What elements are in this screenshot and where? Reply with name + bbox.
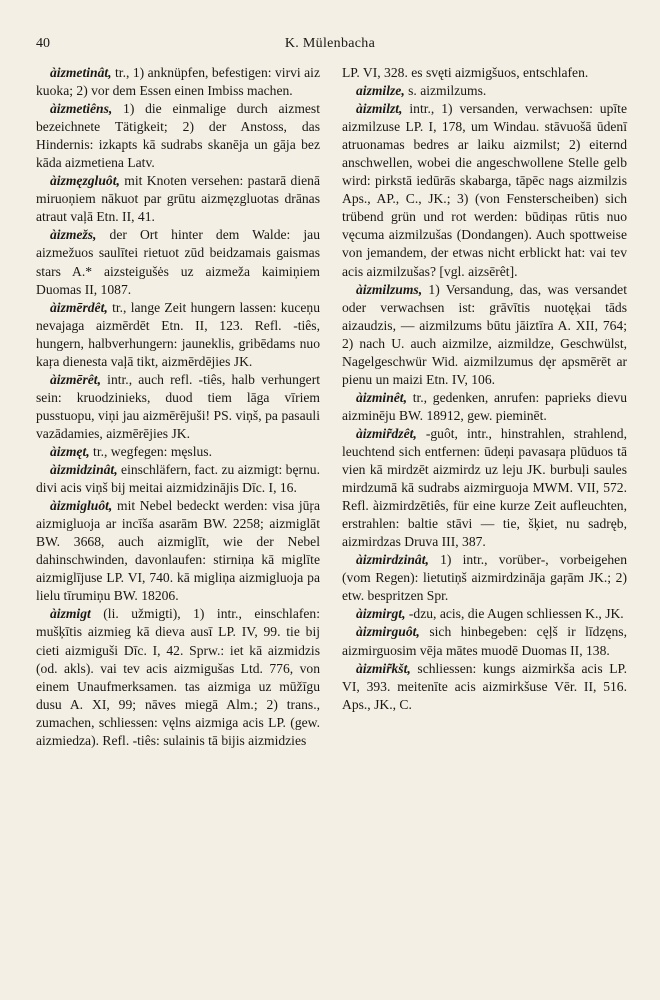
entry-definition: tr., 1) anknüpfen, befestigen: virvi aiz kuoka; 2) vor dem Essen einen Imbiss machen. [36, 65, 320, 99]
entry-definition: tr., gedenken, anrufen: paprieks dievu aizminēju BW. 18912, gew. pieminēt. [342, 389, 627, 423]
entry-headword: àizmilzt, [356, 101, 403, 117]
entry-headword: àizmidzinât, [50, 462, 118, 478]
dictionary-entry [36, 226, 320, 298]
entry-headword: àizmērêt, [50, 371, 101, 387]
entry-headword: àizmilzums, [356, 281, 423, 297]
dictionary-entry [342, 660, 627, 714]
dictionary-entry [36, 371, 320, 443]
entry-definition: s. aizmilzums. [404, 83, 487, 99]
entry-definition: 1) die einmalige durch aizmest bezeichnete Tätigkeit; 2) der Anstoss, das Hindernis: izkapts kā sudrabs skanēja un gāja bez kāda aizmetiena Latv. [36, 101, 320, 171]
dictionary-entry [342, 425, 627, 551]
entry-headword: àizmęt, [50, 443, 90, 459]
entry-headword: àizmirdzinât, [356, 552, 429, 568]
right-column [342, 64, 627, 714]
entry-definition: einschläfern, fact. zu aizmigt: bęrnu. divi acis viņš bij meitai aizmidzinājis Dīc. I, 16. [36, 462, 320, 496]
entry-headword: àizmir̃kšt, [356, 660, 411, 676]
entry-definition: (li. užmigti), 1) intr., einschlafen: mušķītis aizmieg kā dieva ausī LP. IV, 99. tie bij cieti aizmiguši Dīc. I, 42. Sprw.: iet kā aizmidzis (od. akls). vai tev acis aizmigušas Ltd. 776, von einem Unaufmerksamen. tas aizmiga uz mūžīgu dusu A. XI, 99; nāves miegā Alm.; 2) trans., zumachen, schliessen: vęlns aizmiga acis LP. (gew. aizmiedza). Refl. -tiês: sulainis tā bijis aizmidzies [36, 606, 320, 748]
entry-headword: àizmērdêt, [50, 299, 108, 315]
dictionary-entry [36, 100, 320, 172]
dictionary-entry [342, 100, 627, 280]
entry-headword: àizmežs, [50, 227, 97, 243]
dictionary-entry [342, 281, 627, 389]
entry-definition: 1) Versandung, das, was versandet oder verwachsen ist: grāvītis nuotęķai tāds aizaudzis, — aizmilzums būtu jāiztīra A. XII, 764; 2) nach U. auch aizmilze, aizmildze, Geschwülst, Nagelgeschwür Wid. aizmilzumus dęr apsmērēt ar pienu un maizi Etn. IV, 106. [342, 281, 627, 387]
dictionary-entry [342, 623, 627, 659]
entry-headword: àizmirgt, [356, 606, 406, 622]
dictionary-entry [342, 82, 627, 100]
entry-headword: àizminêt, [356, 389, 407, 405]
entry-headword: àizmęzgluôt, [50, 173, 120, 189]
entry-definition: mit Nebel bedeckt werden: visa jūŗa aizmigluoja ar incīša asarām BW. 2258; aizmiglāt BW. 3668, auch aizmiglīt, wie der Nebel dahinschwinden, davonlaufen: stirniņa kā miglīte aizmiglījuse LP. VI, 740. kā migliņa aizmigluoja pa lielu tīrumiņu BW. 18206. [36, 498, 320, 604]
dictionary-entry [36, 443, 320, 461]
entry-definition: sich hinbegeben: cęļš ir līdzęns, aizmirguosim vēja mātes muodē Duomas II, 138. [342, 624, 627, 658]
entry-headword: àizmir̃dzêt, [356, 425, 417, 441]
left-column [36, 64, 320, 750]
dictionary-entry [342, 389, 627, 425]
entry-definition: mit Knoten versehen: pastarā dienā miruoņiem nākuot par grūtu aizmęzgluotas drānas atraut vaļā Etn. II, 41. [36, 173, 320, 225]
running-head: K. Mülenbacha [284, 36, 376, 51]
page-header [36, 36, 624, 58]
entry-definition: der Ort hinter dem Walde: jau aizmežuos saulītei rietuot zūd beidzamais gaismas stars A.* aizsteigušės uz aizmeža kaimiņiem Duomas II, 1087. [36, 227, 320, 297]
entry-definition: tr., lange Zeit hungern lassen: kuceņu nevajaga aizmērdēt Etn. II, 123. Refl. -tiês, hungern, halbverhungern: jauneklis, gribēdams nuo kaŗa dienesta vaļā tikt, aizmērdējies JK. [36, 299, 320, 369]
entry-definition: intr., 1) versanden, verwachsen: upīte aizmilzuse LP. I, 178, um Windau. stāvuošā ūdenī atruonamas bedres ar laiku aizmilst; 2) eiternd anschwellen, wobei die angeschwollene Stelle gelb wird: pirkstā iedūrās skabarga, tāpēc nags aizmilzis Aps., AP., C., JK.; 3) (von Fensterscheiben) sich trübend grün und rot werden: būdiņas rūtis nuo vęcuma aizmilzušas (Dondangen). Auch spottweise von jemandem, der etwas nicht erblickt hat: vai tev acis aizmilzušas? [vgl. aizsērêt]. [342, 101, 627, 279]
dictionary-entry [36, 64, 320, 100]
entry-headword: aizmilze, [356, 83, 405, 99]
entry-definition: tr., wegfegen: męslus. [89, 443, 212, 459]
dictionary-entry [36, 605, 320, 749]
dictionary-entry [36, 299, 320, 371]
dictionary-entry [342, 605, 627, 623]
dictionary-entry [342, 64, 627, 82]
entry-definition: LP. VI, 328. es svęti aizmigšuos, entschlafen. [342, 65, 589, 80]
entry-definition: intr., auch refl. -tiês, halb verhungert sein: kruodzinieks, duod tiem lāga vīriem pusstuopu, viņi jau aizmērējuši! PS. viņš, pa pasauli vazādamies, aizmērējies JK. [36, 371, 320, 441]
entry-definition: -dzu, acis, die Augen schliessen K., JK. [405, 606, 624, 622]
entry-headword: àizmetiêns, [50, 101, 113, 117]
entry-headword: àizmigluôt, [50, 498, 113, 514]
entry-definition: -guôt, intr., hinstrahlen, strahlend, leuchtend sich entfernen: ūdeņi pavasaŗa plūduos tā vien kā mirdzēt aizmirdz uz leju JK. burbuļi saules mirdzumā kā sudrabs aizmirguoja MWM. VII, 572. Refl. àizmirdzētiês, für eine kurze Zeit aufleuchten, erstrahlen: baltie stāvi — tie, šķiet, nu sadręb, aizmirdzas Druva III, 387. [342, 425, 627, 550]
dictionary-entry [342, 551, 627, 605]
dictionary-entry [36, 172, 320, 226]
page-number: 40 [36, 36, 50, 51]
dictionary-entry [36, 497, 320, 605]
entry-headword: àizmirguôt, [356, 624, 420, 640]
entry-headword: àizmetinât, [50, 65, 112, 80]
entry-headword: àizmigt [50, 606, 91, 622]
entry-definition: 1) intr., vorüber-, vorbeigehen (vom Regen): lietutiņš aizmirdzināja gaŗām JK.; 2) etw. bespritzen Spr. [342, 552, 627, 604]
dictionary-entry [36, 461, 320, 497]
entry-definition: schliessen: kungs aizmirkša acis LP. VI, 393. meitenīte acis aizmirkšuse Vēr. II, 516. Aps., JK., C. [342, 660, 627, 712]
